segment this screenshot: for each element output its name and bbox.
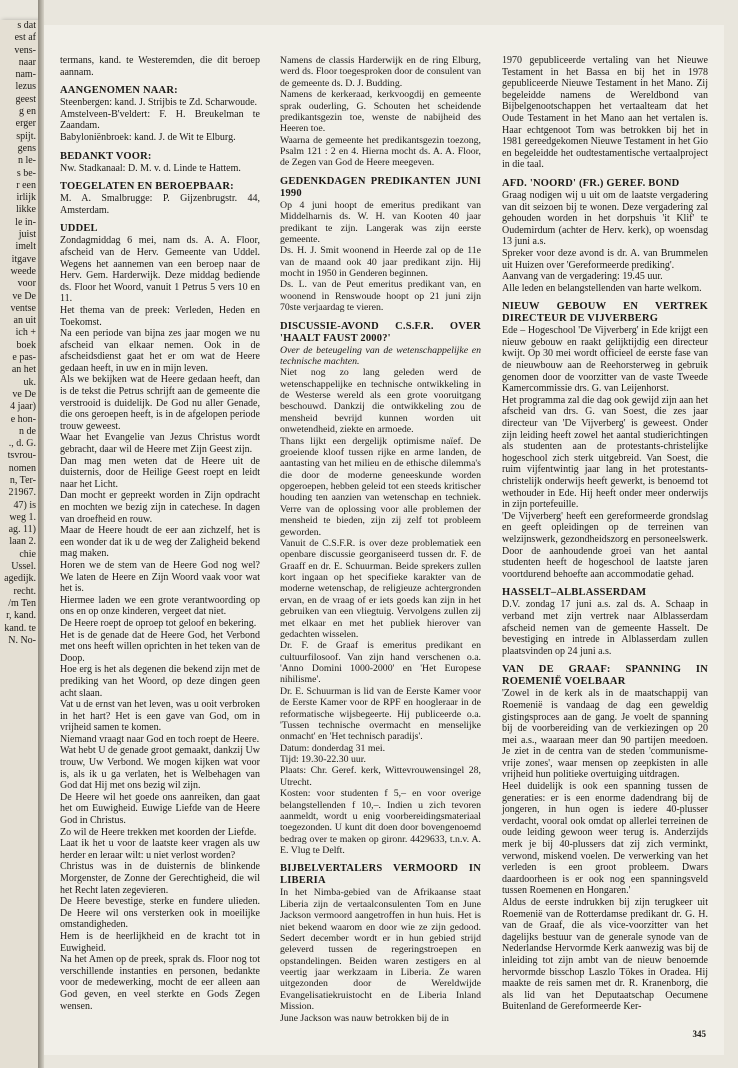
paragraph: Het thema van de preek: Verleden, Heden en Toekomst. (60, 304, 260, 328)
paragraph: Horen we de stem van de Heere God nog wel? We laten de Heere en Zijn Woord vaak voor wat het is. (60, 559, 260, 595)
prev-page-fragment: N. No- (8, 634, 36, 646)
section-heading: AANGENOMEN NAAR: (60, 85, 178, 97)
prev-page-fragment: ag. 11) (8, 524, 36, 536)
section-subtitle: Over de beteugeling van de wetenschappelijke en technische machten. (280, 344, 481, 367)
paragraph: Aanvang van de vergadering: 19.45 uur. (502, 271, 663, 283)
section-heading: BEDANKT VOOR: (60, 150, 152, 162)
prev-page-fragment: 4 jaar) (10, 401, 36, 413)
paragraph: De Heere roept de oproep tot geloof en bekering. (60, 617, 257, 629)
prev-page-fragment: juist (18, 229, 36, 241)
paragraph: Zo wil de Heere trekken met koorden der Liefde. (60, 826, 257, 838)
paragraph: Na een periode van bijna zes jaar mogen we nu afscheid van elkaar nemen. Ook in de afscheidsdienst gaat het er om wat de Heere gedaan heeft, in uw en in mijn leven. (60, 328, 260, 374)
paragraph: 'De Vijverberg' heeft een gereformeerde grondslag en geeft opleidingen op de terreinen van welzijnswerk, gezondheidszorg en personeelswerk. Door de aanhoudende groei van het aantal studenten heeft de hogeschool de laatste jaren voortdurend behoefte aan accommodatie gehad. (502, 510, 708, 580)
prev-page-fragment: spijt. (16, 130, 36, 142)
paragraph: Namens de kerkeraad, kerkvoogdij en gemeente sprak ouderling, G. Schouten het scheidende predikantsgezin toe, wenste de nabijheid des Heeren toe. (280, 89, 481, 135)
prev-page-fragment: recht. (13, 585, 36, 597)
paragraph: Vanuit de C.S.F.R. is over deze problematiek een openbare discussie georganiseerd tussen dr. F. de Graaff en dr. E. Schuurman. Beide sprekers zullen kort ingaan op het specifieke karakter van de moderne wetenschap, de religieuze achtergronden ervan, en de vraag of er iets goeds kan zijn in het gebruiken van een vliegtuig. Vervolgens zullen zij met elkaar en met het publiek hierover van gedachten wisselen. (280, 537, 481, 640)
prev-page-fragment: est af (14, 32, 36, 44)
prev-page-fragment: vens- (14, 44, 36, 56)
paragraph: Niemand vraagt naar God en toch roept de Heere. (60, 733, 260, 745)
paragraph: Hem is de heerlijkheid en de kracht tot in Euwigheid. (60, 930, 260, 954)
paragraph: Op 4 juni hoopt de emeritus predikant van Middelharnis ds. W. H. van Kooten 40 jaar predikant te zijn. Langerak was zijn eerste gemeente. (280, 199, 481, 245)
prev-page-fragment: nam- (15, 69, 36, 81)
prev-page-fragment: boek (16, 339, 36, 351)
prev-page-fragment: weg 1. (9, 511, 36, 523)
section-heading: DISCUSSIE-AVOND C.S.F.R. OVER 'HAALT FAUST 2000?' (280, 320, 481, 344)
prev-page-fragment: kand. te (4, 622, 36, 634)
paragraph: Hiermee laden we een grote verantwoording op ons en op onze kinderen, vergeet dat niet. (60, 594, 260, 618)
paragraph: Ede – Hogeschool 'De Vijverberg' in Ede krijgt een nieuw gebouw en raakt gelijktijdig een directeur kwijt. Op 30 mei wordt officieel de eerste fase van de nieuwbouw aan de Reehorsterweg in gebruik genomen door de voorzitter van de vaste Tweede Kamercommissie drs. G. van Leijenhorst. (502, 325, 708, 395)
section-heading: AFD. 'NOORD' (FR.) GEREF. BOND (502, 177, 680, 189)
paragraph: De Heere bevestige, sterke en fundere ulieden. De Heere wil ons versterken ook in moeilijke omstandigheden. (60, 896, 260, 931)
paragraph: Laat ik het u voor de laatste keer vragen als uw herder en leraar wilt: u niet verlost worden? (60, 838, 260, 861)
paragraph: Wat hebt U de genade groot gemaakt, dankzij Uw trouw, Uw Verbond. We mogen kijken wat voor is, als ik u ga verlaten, het is Welbehagen van God dat Hij met ons bezig wil zijn. (60, 745, 260, 792)
prev-page-fragment: gens (17, 142, 36, 154)
prev-page-fragment: likke (16, 204, 36, 216)
prev-page-fragment: ., d. G. (8, 438, 36, 450)
paragraph: Steenbergen: kand. J. Strijbis te Zd. Scharwoude. (60, 97, 258, 109)
prev-page-fragment: g en (19, 106, 36, 118)
paragraph: Het programma zal die dag ook gewijd zijn aan het afscheid van drs. G. van Soest, die zes jaar directeur van 'De Vijverberg' is geweest. Onder zijn leiding heeft zowel het aantal studierichtingen als studenten aan de protestants-christelijke hogeschool zich sterk uitgebreid. Van Soest, die ruim vijfentwintig jaar lang in het protestants-christelijk onderwijs heeft gewerkt, is benoemd tot wethouder in Ede. Hij heeft onder meer onderwijs in zijn portefeuille. (502, 394, 708, 511)
prev-page-fragment: ve De (12, 290, 36, 302)
paragraph: Tijd: 19.30-22.30 uur. (280, 754, 366, 765)
prev-page-fragment: erger (15, 118, 36, 130)
prev-page-fragment: n le- (17, 155, 36, 167)
prev-page-fragment: naar (18, 56, 36, 68)
paragraph: De Heere wil het goede ons aanreiken, dan gaat het om Euwigheid. Euwige Liefde van de Heere God in Christus. (60, 791, 260, 827)
section-heading: UDDEL (60, 223, 98, 235)
paragraph: Niet nog zo lang geleden werd de wetenschappelijke en technische ontwikkeling in de Westerse wereld als een grote vooruitgang beschouwd. Dankzij die ontwikkeling zou de mensheid bevrijd kunnen worden uit onwetendheid, ziekte en armoede. (280, 367, 481, 436)
column-middle (280, 55, 481, 1024)
section-heading: BIJBELVERTALERS VERMOORD IN LIBERIA (280, 863, 481, 887)
prev-page-fragment: irlijk (16, 192, 36, 204)
paragraph: Dr. F. de Graaf is emeritus predikant en cultuurfilosoof. Van zijn hand verschenen o.a. 'Anno Domini 1000-2000' en 'Het Europese nihilisme'. (280, 640, 481, 686)
prev-page-fragment: /m Ten (8, 597, 36, 609)
document-page (44, 25, 724, 1055)
paragraph: Amstelveen-B'veldert: F. H. Breukelman te Zaandam. (60, 108, 260, 132)
paragraph: Waarna de gemeente het predikantsgezin toezong, Psalm 121 : 2 en 4. Hierna mocht ds. A. A. Floor, de Zegen van God de Heere meegeven. (280, 134, 481, 169)
paragraph: Het is de genade dat de Heere God, het Verbond met ons heeft willen oprichten in het teken van de Doop. (60, 629, 260, 664)
section-heading: GEDENKDAGEN PREDIKANTEN JUNI 1990 (280, 175, 481, 199)
prev-page-fragment: e hon- (10, 413, 36, 425)
prev-page-fragment: r, kand. (6, 610, 36, 622)
prev-page-fragment: 47) is (13, 499, 36, 511)
paragraph: Thans lijkt een dergelijk optimisme naïef. De groeiende kloof tussen rijke en arme landen, de aantasting van het milieu en de ethische dilemma's die door de moderne geneeskunde worden opgeroepen, hebben geleid tot een steeds kritischer houding ten aanzien van wetenschap en techniek. Verre van de oplossing voor alle problemen der mensheid te bieden, zijn zij zelf tot probleem geworden. (280, 435, 481, 538)
paragraph: Als we bekijken wat de Heere gedaan heeft, dan is de tekst die Petrus schrijft aan de gemeente die verstrooid is duidelijk. De God nu aller Genade, die ons geroepen heeft, is in de afgelopen periode trouw geweest. (60, 374, 260, 432)
prev-page-fragment: tsvrou- (7, 450, 36, 462)
prev-page-fragment: le in- (15, 216, 36, 228)
paragraph: M. A. Smalbrugge: P. Gijzenbrugstr. 44, Amsterdam. (60, 193, 260, 216)
prev-page-fragment: r een (16, 179, 36, 191)
paragraph: Graag nodigen wij u uit om de laatste vergadering van dit seizoen bij te wonen. Deze vergadering zal gehouden worden in het dorpshuis 'it Klif' te Oudemirdum (achter de Herv. kerk), op woensdag 13 juni a.s. (502, 189, 708, 248)
prev-page-fragment: s be- (16, 167, 36, 179)
paragraph: D.V. zondag 17 juni a.s. zal ds. A. Schaap in verband met zijn vertrek naar Alblasserdam afscheid nemen van de gemeente Hasselt. De bevestiging en intrede in Alblasserdam zullen plaatsvinden op 24 juni a.s. (502, 599, 708, 657)
paragraph: 'Zowel in de kerk als in de maatschappij van Roemenië is vandaag de dag een geweldig gistingsproces aan de gang. Je voelt de spanning bij de voorbereiding van de verkiezingen op 20 mei a.s., waaraan meer dan 90 partijen meedoen. Je ziet in de centra van de steden 'communisme-vrije zones', waar mensen op zeepkisten in alle vrijheid hun politieke overtuiging uitdragen. (502, 688, 708, 781)
paragraph: Spreker voor deze avond is dr. A. van Brummelen uit Huizen over 'Gereformeerde prediking'. (502, 247, 708, 271)
prev-page-fragment: an uit (13, 315, 36, 327)
paragraph: termans, kand. te Westeremden, die dit beroep aannam. (60, 55, 260, 78)
column-right (502, 55, 708, 1013)
paragraph: Christus was in de duisternis de blinkende Morgenster, de Zonne der Gerechtigheid, die wil het Recht laten zegevieren. (60, 861, 260, 896)
paragraph: Zondagmiddag 6 mei, nam ds. A. A. Floor, afscheid van de Herv. Gemeente van Uddel. Wegens het aannemen van een beroep naar de Herv. Gem. Harderwijk. Deze middag bediende ds. Floor het Woord, vanuit 1 Petrus 5 vers 10 en 11. (60, 235, 260, 305)
prev-page-fragment: s dat (17, 20, 36, 31)
paragraph: Na het Amen op de preek, sprak ds. Floor nog tot verschillende instanties en personen, bedankte voor de medewerking, mocht de eer alleen aan God geven, en veel sterkte en Gods Zegen wensen. (60, 954, 260, 1012)
prev-page-fragment: an het (11, 364, 36, 376)
paragraph: Plaats: Chr. Geref. kerk, Wittevrouwensingel 28, Utrecht. (280, 765, 481, 788)
prev-page-fragment: chie (19, 548, 36, 560)
paragraph: Ds. H. J. Smit woonend in Heerde zal op de 11e van de maand ook 40 jaar predikant zijn. Hij mocht in 1950 in Genderen beginnen. (280, 245, 481, 279)
prev-page-fragment: ventse (10, 302, 36, 314)
section-heading: TOEGELATEN EN BEROEPBAAR: (60, 181, 234, 193)
paragraph: Ds. L. van de Peut emeritus predikant van, en woonend in Renswoude hoopt op 21 juni zijn 70ste verjaardag te vieren. (280, 279, 481, 314)
section-heading: VAN DE GRAAF: SPANNING IN ROEMENIË VOELBAAR (502, 664, 708, 688)
prev-page-fragment: voor (17, 278, 36, 290)
prev-page-fragment: n de (19, 425, 36, 437)
prev-page-fragment: Ussel. (11, 561, 36, 573)
paragraph: June Jackson was nauw betrokken bij de in (280, 1012, 449, 1024)
paragraph: Namens de classis Harderwijk en de ring Elburg, werd ds. Floor toegesproken door de consulent van de gemeente ds. D. J. Budding. (280, 55, 481, 89)
paragraph: Datum: donderdag 31 mei. (280, 742, 386, 754)
column-left (60, 55, 260, 1012)
prev-page-fragment: uk. (23, 376, 36, 388)
paragraph: Kosten: voor studenten f 5,– en voor overige belangstellenden f 10,–. Indien u zich tevoren aanmeldt, wordt u enig voorbereidingsmateriaal toegezonden. U kunt dit doen door bovengenoemd bedrag over te maken op gironr. 4429633, t.n.v. A. E. Vlug te Delft. (280, 788, 481, 856)
paragraph: Heel duidelijk is ook een spanning tussen de generaties: er is een enorme dadendrang bij de jongeren, in hun ogen is iedere 40-plusser verdacht, vooral ook omdat op allerlei terreinen de oude leiding gewoon weer terug is. Anderzijds merk je bij 40-plussers dat zij zich verminkt, verwond, miskend voelen. De verwerking van het verleden is een groot probleem. Dwars daardoorheen is er ook nog een spanningsveld tussen Roemenen en Hongaren.' (502, 781, 708, 897)
prev-page-fragment: imelt (15, 241, 36, 253)
page-number: 345 (692, 1029, 706, 1039)
paragraph: Vat u de ernst van het leven, was u ooit verbroken in het hart? Het is een gave van God, om in vrijheid samen te komen. (60, 699, 260, 734)
paragraph: Alle leden en belangstellenden van harte welkom. (502, 282, 702, 294)
paragraph: 1970 gepubliceerde vertaling van het Nieuwe Testament in het Bassa en bij het in 1978 gepubliceerde Nieuwe Testament in het Mano. Zij begeleidde namens de Wereldbond van Bijbelgenootschappen het vertaalteam dat het Oude Testament in het Mano aan het vertalen is. Haar echtgenoot Tom was betrokken bij het in 1981 gereedgekomen Nieuwe Testament in het Gio en begeleidde het oudtestamentische vertaalproject in die taal. (502, 55, 708, 171)
prev-page-fragment: itgave (11, 253, 36, 265)
prev-page-fragment: agedijk. (4, 573, 36, 585)
prev-page-fragment: weede (10, 265, 36, 277)
section-heading: NIEUW GEBOUW EN VERTREK DIRECTEUR DE VIJVERBERG (502, 301, 708, 325)
paragraph: Dr. E. Schuurman is lid van de Eerste Kamer voor de Eerste Kamer voor de RPF en hoogleraar in de reformatische wijsbegeerte. Hij publiceerde o.a. 'Tussen technische overmacht en menselijke onmacht' en 'Het technisch paradijs'. (280, 685, 481, 743)
paragraph: Nw. Stadkanaal: D. M. v. d. Linde te Hattem. (60, 162, 241, 174)
paragraph: Dan mocht er gepreekt worden in Zijn opdracht en mochten we bezig zijn in catechese. In dagen van droefheid en rouw. (60, 490, 260, 525)
prev-page-fragment: nomen (8, 462, 36, 474)
paragraph: Dan mag men weten dat de Heere uit de duisternis, door de Heilige Geest roept en leidt naar het Licht. (60, 455, 260, 490)
paragraph: Aldus de eerste indrukken bij zijn terugkeer uit Roemenië van de Rotterdamse predikant dr. G. H. van de Graaf, die als vice-voorzitter van het dagelijks bestuur van de generale synode van de Nederlandse Hervormde Kerk aanwezig was bij de inleiding tot zijn ambt van de nieuw benoemde hervormde bisschop Laszlo Tökes in Oradea. Hij maakte de reis samen met dr. R. Kranenborg, die als lid van het Deputaatschap Oecumene Buitenland de Gereformeerde Ker- (502, 897, 708, 1013)
paragraph: Waar het Evangelie van Jezus Christus wordt gebracht, daar wil de Heere met Zijn Geest zijn. (60, 432, 260, 456)
paragraph: Babyloniënbroek: kand. J. de Wit te Elburg. (60, 131, 236, 143)
prev-page-fragment: e pas- (12, 352, 36, 364)
paragraph: Maar de Heere houdt de eer aan zichzelf, het is een wonder dat ik u de weg der Zaligheid bekend mag maken. (60, 525, 260, 560)
section-heading: HASSELT–ALBLASSERDAM (502, 587, 647, 599)
previous-page-edge (0, 20, 39, 1068)
prev-page-fragment: ve De (12, 388, 36, 400)
prev-page-fragment: geest (15, 93, 36, 105)
prev-page-fragment: ich + (15, 327, 36, 339)
prev-page-fragment: 21967. (8, 487, 36, 499)
prev-page-fragment: lezus (15, 81, 36, 93)
prev-page-fragment: laan 2. (9, 536, 36, 548)
paragraph: In het Nimba-gebied van de Afrikaanse staat Liberia zijn de vertaalconsulenten Tom en June Jackson vermoord aangetroffen in hun huis. Het is niet bekend waarom en door wie ze zijn gedood. Sedert december wordt er in hun gebied strijd geleverd tussen de regeringstroepen en opstandelingen. Beiden waren zestigers en al veertig jaar werkzaam in Liberia. Ze waren uitgezonden door de Wereldwijde Evangelisatiekruistocht en de Liberia Inland Mission. (280, 887, 481, 1013)
prev-page-fragment: n, Ter- (9, 474, 36, 486)
paragraph: Hoe erg is het als degenen die bekend zijn met de prediking van het Woord, op deze dingen geen acht slaan. (60, 664, 260, 699)
